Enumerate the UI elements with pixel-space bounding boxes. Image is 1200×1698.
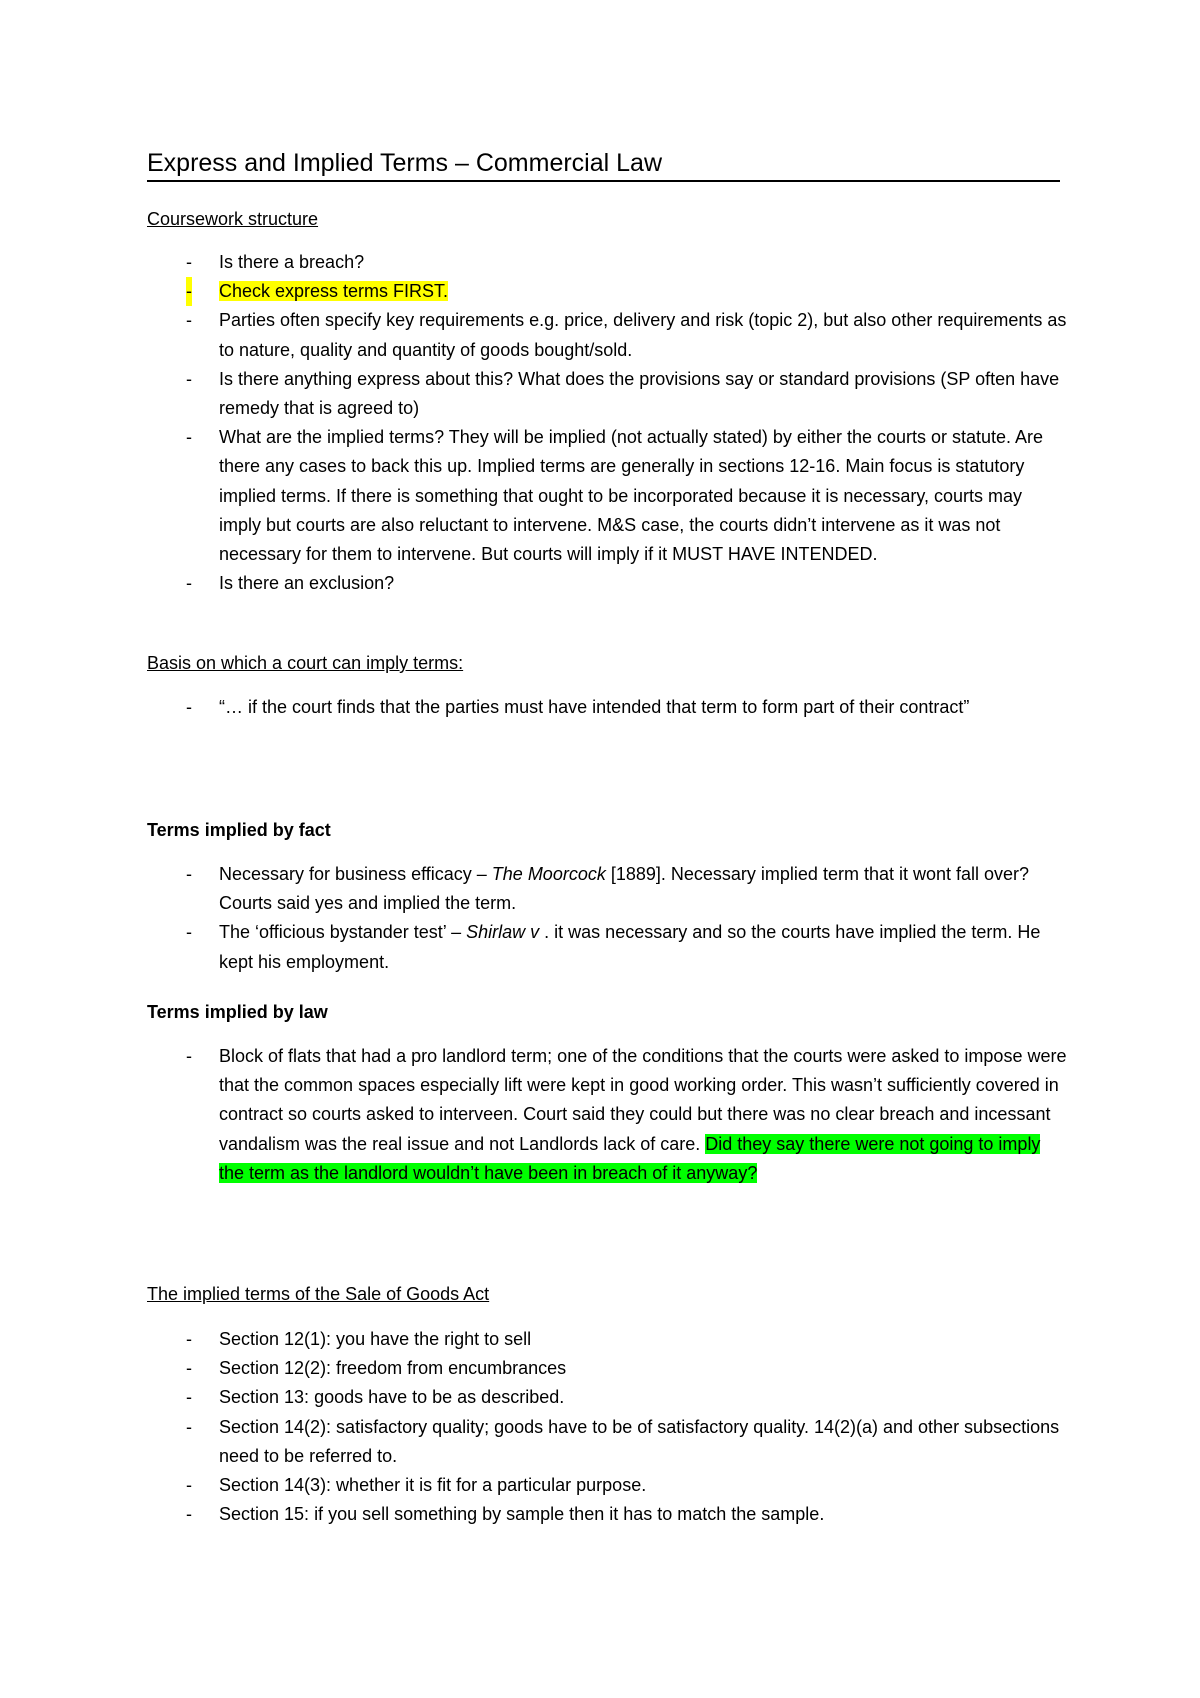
list-item: - Section 13: goods have to be as described. (186, 1387, 565, 1408)
list-item: - The ‘officious bystander test’ – Shirlaw v . it was necessary and so the courts have implied the term. He kept his employment. (186, 922, 1041, 972)
highlighted-text: Check express terms FIRST. (219, 281, 449, 302)
list-item: - Block of flats that had a pro landlord term; one of the conditions that the courts were asked to impose were that the common spaces especially lift were kept in good working order. This wasn’t sufficiently covered in contract so courts asked to interveen. Court said they could but there was no clear breach and incessant vandalism was the real issue and not Landlords lack of care. Did they say there were not going to imply the term as the landlord wouldn’t have been in breach of it anyway? (186, 1046, 1067, 1183)
basis-heading-text: Basis on which a court can imply terms: (147, 653, 464, 673)
list-item: - Section 14(2): satisfactory quality; goods have to be of satisfactory quality. 14(2)(a) and other subsections need to be referred to. (186, 1416, 1060, 1466)
law-list (147, 1042, 1067, 1188)
sga-heading-text: The implied terms of the Sale of Goods Act (147, 1284, 490, 1304)
list-item: - What are the implied terms? They will be implied (not actually stated) by either the courts or statute. Are there any cases to back this up. Implied terms are generally in sections 12-16. Main focus is statutory implied terms. If there is something that ought to be incorporated because it is necessary, courts may imply but courts are also reluctant to intervene. M&S case, the courts didn’t intervene as it was not necessary for them to intervene. But courts will imply if it MUST HAVE INTENDED. (186, 427, 1044, 565)
document-title: Express and Implied Terms – Commercial Law (147, 146, 1060, 182)
coursework-heading-text: Coursework structure (147, 209, 319, 229)
law-heading: Terms implied by law (147, 1002, 328, 1022)
list-item: - Section 12(2): freedom from encumbrances (186, 1358, 567, 1379)
list-item-text: What are the implied terms? They will be implied (not actually stated) by either the courts or statute. Are there any cases to back this up. Implied terms are generally in sections 12-16. Main focus is statutory implied terms. If there is something that ought to be incorporated because it is necessary, courts may imply but courts are also reluctant to intervene. M&S case, the courts didn’t intervene as it was not necessary for them to intervene. But courts will imply if it MUST HAVE INTENDED. (219, 427, 1044, 565)
list-item: - Section 12(1): you have the right to sell (186, 1329, 532, 1349)
list-item-text: Section 12(1): you have the right to sell (219, 1329, 532, 1349)
list-item-text: Section 15: if you sell something by sample then it has to match the sample. (219, 1504, 825, 1525)
coursework-list (147, 248, 1067, 598)
list-item: - “… if the court finds that the parties must have intended that term to form part of their contract” (186, 697, 970, 717)
list-item-text: Section 13: goods have to be as described. (219, 1387, 565, 1408)
list-item-text: Section 12(2): freedom from encumbrances (219, 1358, 567, 1379)
highlighted-text: Did they say there were not going to imply the term as the landlord wouldn’t have been in breach of it anyway? (219, 1133, 1041, 1183)
list-item-text: Parties often specify key requirements e.g. price, delivery and risk (topic 2), but also other requirements as to nature, quality and quantity of goods bought/sold. (219, 310, 1067, 360)
list-item: - Is there anything express about this? What does the provisions say or standard provisions (SP often have remedy that is agreed to) (186, 368, 1060, 419)
list-item-text: Block of flats that had a pro landlord term; one of the conditions that the courts were asked to impose were that the common spaces especially lift were kept in good working order. This wasn’t sufficiently covered in contract so courts asked to interveen. Court said they could but there was no clear breach and incessant vandalism was the real issue and not Landlords lack of care. (219, 1046, 1067, 1154)
list-item: - Necessary for business efficacy – The Moorcock [1889]. Necessary implied term that it wont fall over? Courts said yes and implied the term. (186, 864, 1030, 914)
list-item: - Section 14(3): whether it is fit for a particular purpose. (186, 1475, 647, 1496)
list-item-text: Is there anything express about this? What does the provisions say or standard provisions (SP often have remedy that is agreed to) (219, 368, 1060, 419)
list-item-text: Is there a breach? (219, 252, 365, 272)
list-item-text: Section 14(3): whether it is fit for a particular purpose. (219, 1475, 647, 1496)
list-item: - Parties often specify key requirements e.g. price, delivery and risk (topic 2), but also other requirements as to nature, quality and quantity of goods bought/sold. (186, 310, 1067, 360)
case-name: Shirlaw v (466, 922, 540, 943)
list-item-text: Section 14(2): satisfactory quality; goods have to be of satisfactory quality. 14(2)(a) and other subsections need to be referred to. (219, 1416, 1060, 1466)
case-name: The Moorcock (491, 864, 606, 884)
list-item: - Is there a breach? (186, 252, 365, 272)
sga-heading (147, 1280, 489, 1308)
coursework-heading (147, 205, 318, 233)
list-item-text: Is there an exclusion? (219, 573, 395, 594)
fact-list (147, 860, 1067, 977)
quote-text: “… if the court finds that the parties must have intended that term to form part of their contract” (219, 697, 970, 717)
sga-list (147, 1325, 1067, 1529)
list-item: - Is there an exclusion? (186, 573, 395, 594)
list-item: - Check express terms FIRST. (147, 277, 1067, 306)
list-item: - Section 15: if you sell something by sample then it has to match the sample. (186, 1504, 825, 1525)
fact-heading: Terms implied by fact (147, 820, 331, 840)
basis-list (147, 693, 1067, 722)
basis-heading (147, 649, 463, 677)
